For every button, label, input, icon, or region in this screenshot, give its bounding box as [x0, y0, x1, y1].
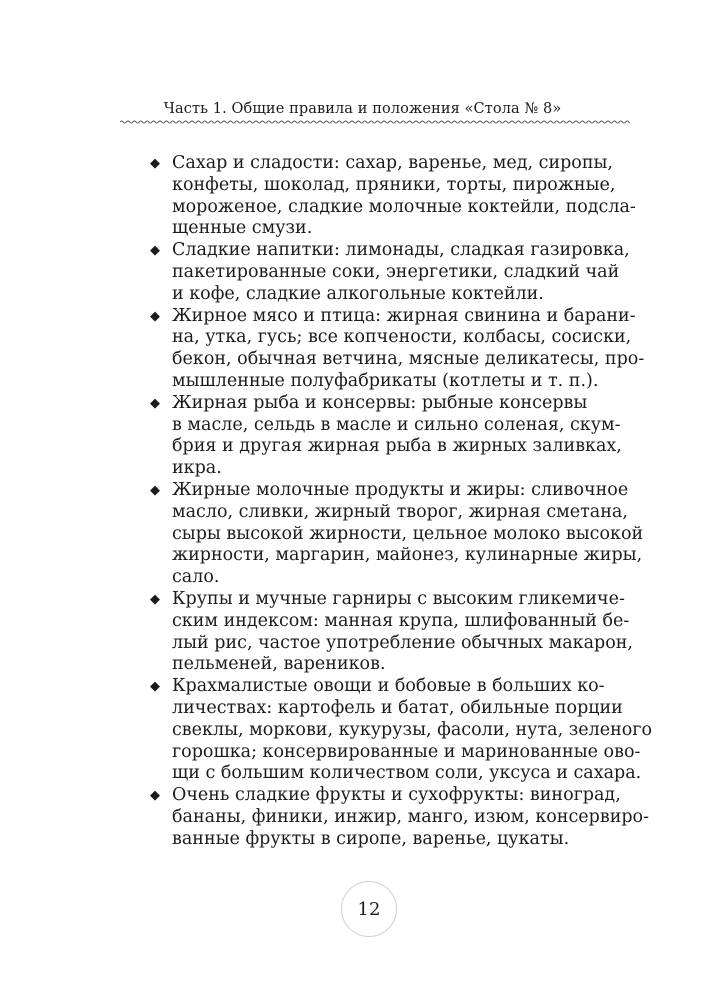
list-item-line: и кофе, сладкие алкогольные коктейли. [172, 283, 544, 304]
prohibited-foods-list [150, 153, 653, 851]
list-item-line: икра. [172, 458, 222, 479]
list-item-line: мороженое, сладкие молочные коктейли, подсла- [172, 196, 636, 217]
page-number: 12 [357, 898, 381, 920]
list-item-line: Сахар и сладости: сахар, варенье, мед, сиропы, [172, 153, 613, 173]
list-item-line: Жирные молочные продукты и жиры: сливочное [172, 479, 629, 500]
list-item-line: масло, сливки, жирный творог, жирная сметана, [172, 501, 628, 522]
wavy-divider [120, 117, 630, 127]
list-item-line: Очень сладкие фрукты и сухофрукты: виноград, [172, 785, 621, 806]
diamond-bullet-icon: ◆ [150, 243, 160, 259]
list-item-line: свеклы, моркови, кукурузы, фасоли, нута, зеленого [172, 719, 653, 740]
list-item-line: личествах: картофель и батат, обильные порции [172, 697, 623, 718]
list-item [150, 676, 653, 785]
diamond-bullet-icon: ◆ [150, 679, 160, 695]
diamond-bullet-icon: ◆ [150, 482, 160, 498]
list-item-line: бекон, обычная ветчина, мясные деликатесы, про- [172, 349, 645, 370]
list-item-line: брия и другая жирная рыба в жирных заливках, [172, 436, 622, 457]
list-item-line: лый рис, частое употребление обычных макарон, [172, 632, 633, 653]
list-item [150, 479, 644, 589]
diamond-bullet-icon: ◆ [150, 788, 160, 804]
list-item [150, 785, 650, 850]
list-item-line: бананы, финики, инжир, манго, изюм, консервиро- [172, 806, 650, 827]
list-item-line: щи с большим количеством соли, уксуса и сахара. [172, 763, 642, 784]
diamond-bullet-icon: ◆ [150, 308, 160, 324]
list-item-line: ванные фрукты в сиропе, варенье, цукаты. [172, 828, 570, 849]
list-item-line: щенные смузи. [172, 218, 313, 239]
list-item-line: на, утка, гусь; все копчености, колбасы, сосиски, [172, 327, 632, 348]
list-item-line: Сладкие напитки: лимонады, сладкая газировка, [172, 240, 630, 261]
list-item-line: Крахмалистые овощи и бобовые в больших ко- [172, 676, 605, 697]
list-item-line: горошка; консервированные и маринованные ово- [172, 741, 641, 762]
list-item [150, 240, 630, 305]
list-item-line: жирности, маргарин, майонез, кулинарные жиры, [172, 545, 643, 566]
list-item-line: в масле, сельдь в масле и сильно соленая, скум- [172, 414, 621, 435]
list-item [150, 588, 633, 676]
list-item-line: Жирная рыба и консервы: рыбные консервы [172, 392, 588, 413]
list-item [150, 153, 636, 240]
list-item-line: конфеты, шоколад, пряники, торты, пирожные, [172, 174, 616, 195]
list-item-line: пакетированные соки, энергетики, сладкий чай [172, 261, 620, 282]
diamond-bullet-icon: ◆ [150, 156, 160, 171]
page-number-badge [341, 881, 397, 937]
list-item-line: Жирное мясо и птица: жирная свинина и барани- [172, 305, 636, 326]
running-head: Часть 1. Общие правила и положения «Стола № 8» [163, 101, 562, 117]
list-item-line: мышленные полуфабрикаты (котлеты и т. п.). [172, 370, 599, 391]
diamond-bullet-icon: ◆ [150, 591, 160, 607]
list-item-line: пельменей, вареников. [172, 654, 386, 675]
diamond-bullet-icon: ◆ [150, 395, 160, 411]
list-item-line: сыры высокой жирности, цельное молоко высокой [172, 523, 644, 544]
list-item [150, 392, 622, 480]
list-item-line: Крупы и мучные гарниры с высоким гликемиче- [172, 588, 625, 609]
list-item [150, 305, 645, 393]
list-item-line: ским индексом: манная крупа, шлифованный бе- [172, 610, 630, 631]
list-item-line: сало. [172, 567, 220, 588]
